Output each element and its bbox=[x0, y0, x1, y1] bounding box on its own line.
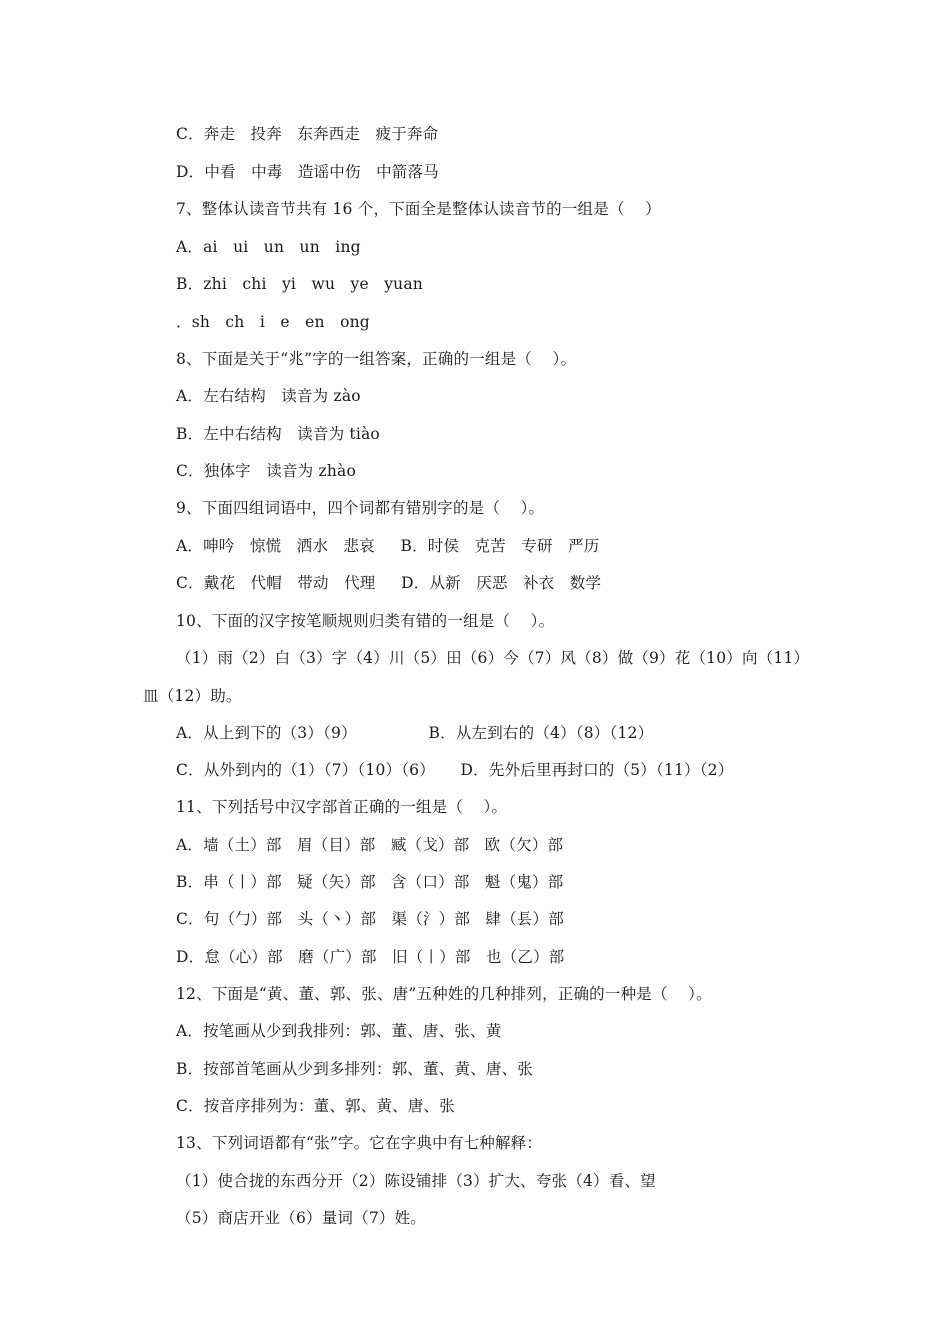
question-10-characters-cont: 皿（12）助。 bbox=[143, 687, 242, 705]
option-c-line: C．奔走 投奔 东奔西走 疲于奔命 bbox=[176, 125, 439, 143]
question-8-option-b: B．左中右结构 读音为 tiào bbox=[176, 425, 380, 443]
question-8: 8、下面是关于“兆”字的一组答案，正确的一组是（ ）。 bbox=[176, 350, 577, 368]
question-8-option-c: C．独体字 读音为 zhào bbox=[176, 462, 356, 480]
question-11-option-d: D．怠（心）部 磨（广）部 旧（丨）部 也（乙）部 bbox=[176, 948, 565, 966]
question-10-options-cd: C．从外到内的（1）（7）（10）（6） D．先外后里再封口的（5）（11）（2） bbox=[176, 761, 734, 779]
question-10-options-ab: A．从上到下的（3）（9） B．从左到右的（4）（8）（12） bbox=[176, 724, 654, 742]
option-d-line: D．中看 中毒 造谣中伤 中箭落马 bbox=[176, 163, 439, 181]
question-12: 12、下面是“黄、董、郭、张、唐”五种姓的几种排列，正确的一种是（ ）。 bbox=[176, 985, 712, 1003]
question-9: 9、下面四组词语中，四个词都有错别字的是（ ）。 bbox=[176, 499, 545, 517]
question-12-option-b: B．按部首笔画从少到多排列：郭、董、黄、唐、张 bbox=[176, 1060, 533, 1078]
question-13-definitions: （1）使合拢的东西分开（2）陈设铺排（3）扩大、夸张（4）看、望 bbox=[176, 1172, 656, 1190]
question-13-definitions-cont: （5）商店开业（6）量词（7）姓。 bbox=[176, 1209, 426, 1227]
question-10-characters: （1）雨（2）白（3）字（4）川（5）田（6）今（7）风（8）做（9）花（10）向（11） bbox=[176, 649, 810, 667]
question-8-option-a: A．左右结构 读音为 zào bbox=[176, 387, 361, 405]
question-7: 7、整体认读音节共有 16 个，下面全是整体认读音节的一组是（ ） bbox=[176, 200, 661, 218]
question-7-option-a: A．ai ui un un ing bbox=[176, 238, 361, 256]
question-9-options-ab: A．呻吟 惊慌 洒水 悲哀 B．时侯 克苦 专研 严历 bbox=[176, 537, 600, 555]
question-7-option-b: B．zhi chi yi wu ye yuan bbox=[176, 275, 423, 293]
question-11-option-b: B．串（丨）部 疑（矢）部 含（口）部 魁（鬼）部 bbox=[176, 873, 564, 891]
question-7-option-c: ．sh ch i e en ong bbox=[176, 313, 370, 331]
question-10: 10、下面的汉字按笔顺规则归类有错的一组是（ ）。 bbox=[176, 612, 555, 630]
question-9-options-cd: C．戴花 代帽 带动 代理 D．从新 厌恶 补衣 数学 bbox=[176, 574, 602, 592]
question-12-option-a: A．按笔画从少到我排列：郭、董、唐、张、黄 bbox=[176, 1022, 502, 1040]
question-12-option-c: C．按音序排列为：董、郭、黄、唐、张 bbox=[176, 1097, 455, 1115]
question-11-option-c: C．句（勹）部 头（丶）部 渠（氵）部 肆（镸）部 bbox=[176, 910, 564, 928]
question-11: 11、下列括号中汉字部首正确的一组是（ ）。 bbox=[176, 798, 508, 816]
question-11-option-a: A．墙（土）部 眉（目）部 臧（戈）部 欧（欠）部 bbox=[176, 836, 564, 854]
question-13: 13、下列词语都有“张”字。它在字典中有七种解释： bbox=[176, 1134, 543, 1152]
